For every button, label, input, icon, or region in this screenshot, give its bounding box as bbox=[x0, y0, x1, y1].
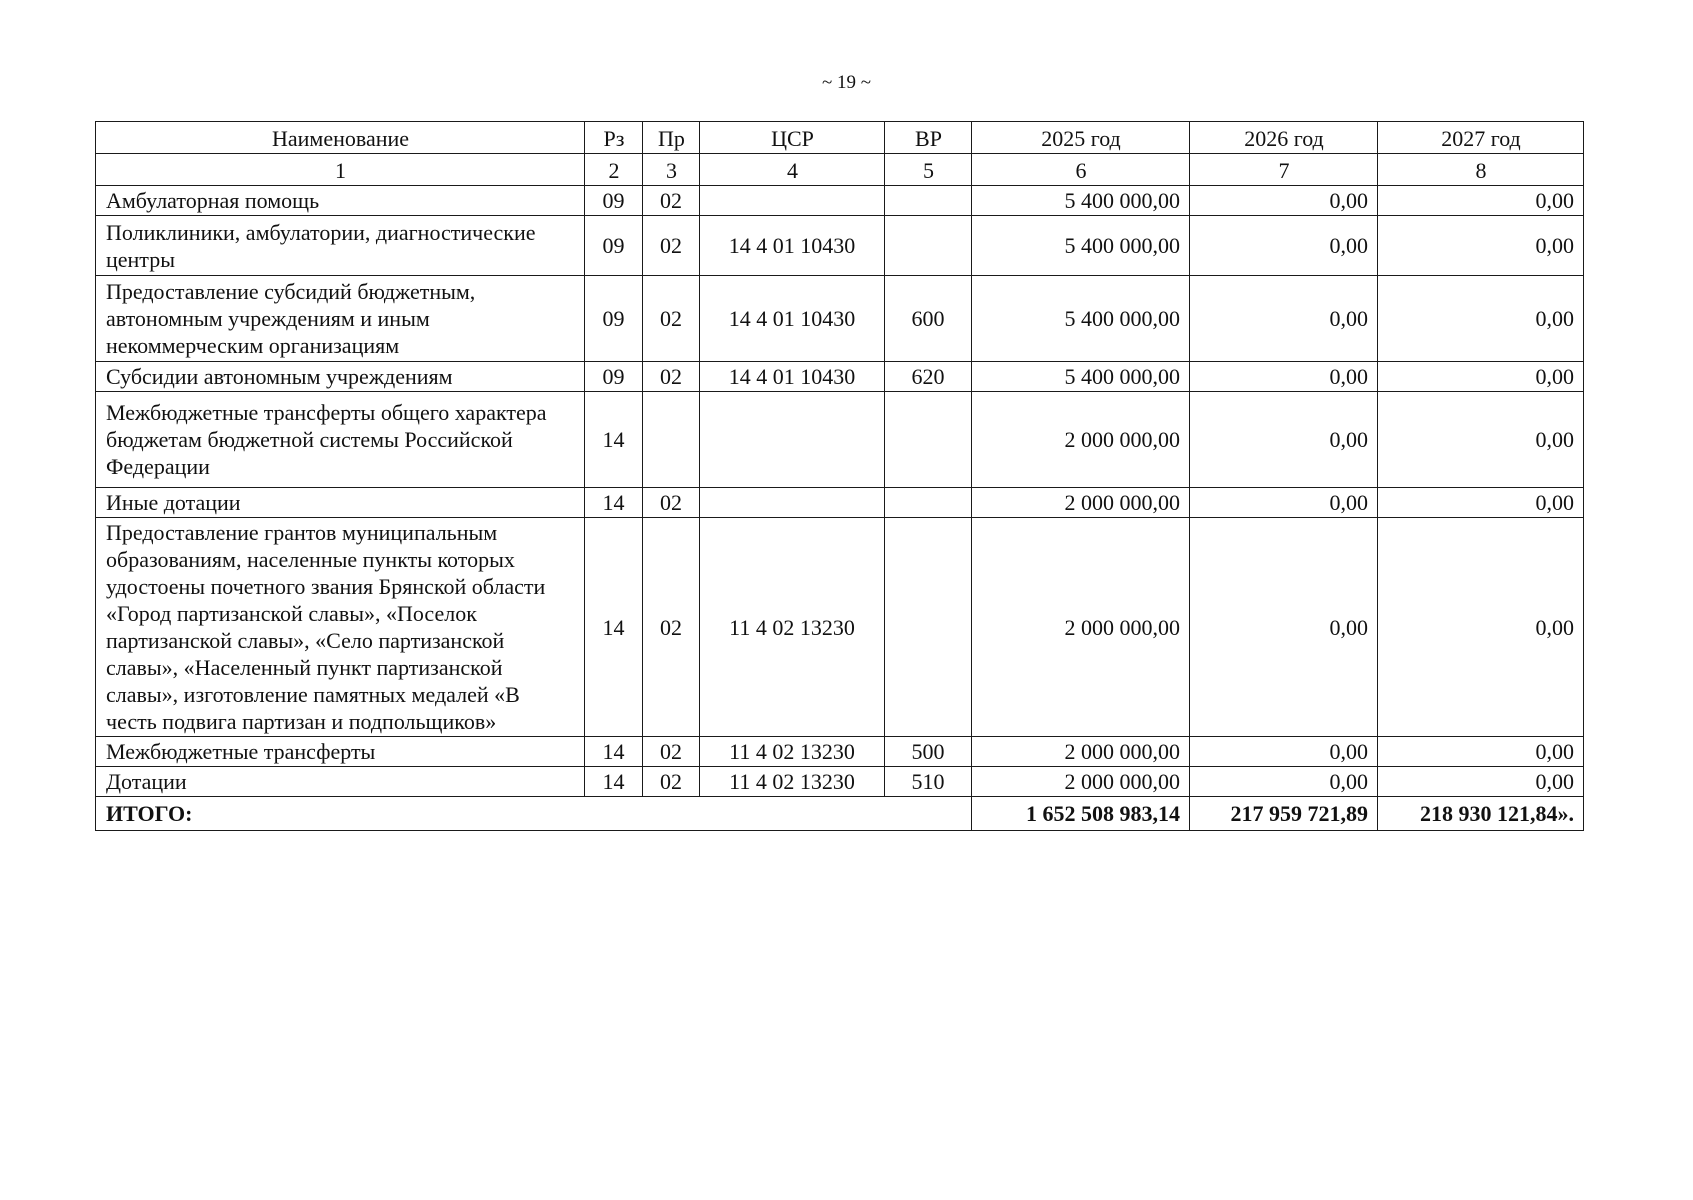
row-name: Амбулаторная помощь bbox=[96, 186, 585, 216]
table-row bbox=[96, 362, 1584, 392]
header-pr: Пр bbox=[643, 122, 700, 154]
column-number: 5 bbox=[885, 154, 972, 186]
row-csr: 14 4 01 10430 bbox=[700, 276, 885, 362]
row-vr: 510 bbox=[885, 767, 972, 797]
header-2025: 2025 год bbox=[972, 122, 1190, 154]
row-2025: 2 000 000,00 bbox=[972, 392, 1190, 488]
row-name: Иные дотации bbox=[96, 488, 585, 518]
row-2026: 0,00 bbox=[1190, 488, 1378, 518]
row-2025: 5 400 000,00 bbox=[972, 276, 1190, 362]
row-2027: 0,00 bbox=[1378, 392, 1584, 488]
row-csr: 11 4 02 13230 bbox=[700, 767, 885, 797]
row-rz: 14 bbox=[585, 392, 643, 488]
row-csr: 14 4 01 10430 bbox=[700, 216, 885, 276]
table-row bbox=[96, 276, 1584, 362]
row-vr: 500 bbox=[885, 737, 972, 767]
row-2025: 5 400 000,00 bbox=[972, 216, 1190, 276]
row-rz: 09 bbox=[585, 216, 643, 276]
row-pr: 02 bbox=[643, 488, 700, 518]
row-name: Предоставление субсидий бюджетным, автономным учреждениям и иным некоммерческим организациям bbox=[96, 276, 585, 362]
total-2025: 1 652 508 983,14 bbox=[972, 797, 1190, 831]
row-name: Предоставление грантов муниципальным образованиям, населенные пункты которых удостоены почетного звания Брянской области «Город партизанской славы», «Поселок партизанской славы», «Село партизанской славы», «Населенный пункт партизанской славы», изготовление памятных медалей «В честь подвига партизан и подпольщиков» bbox=[96, 518, 585, 737]
column-number: 6 bbox=[972, 154, 1190, 186]
table-row bbox=[96, 216, 1584, 276]
total-row bbox=[96, 797, 1584, 831]
row-2027: 0,00 bbox=[1378, 362, 1584, 392]
row-pr: 02 bbox=[643, 186, 700, 216]
row-vr bbox=[885, 488, 972, 518]
row-csr bbox=[700, 186, 885, 216]
header-row bbox=[96, 122, 1584, 154]
row-vr: 600 bbox=[885, 276, 972, 362]
header-2026: 2026 год bbox=[1190, 122, 1378, 154]
row-name: Межбюджетные трансферты bbox=[96, 737, 585, 767]
row-vr: 620 bbox=[885, 362, 972, 392]
row-name: Межбюджетные трансферты общего характера бюджетам бюджетной системы Российской Федерации bbox=[96, 392, 585, 488]
table-row bbox=[96, 392, 1584, 488]
row-csr: 14 4 01 10430 bbox=[700, 362, 885, 392]
row-2027: 0,00 bbox=[1378, 767, 1584, 797]
column-number: 2 bbox=[585, 154, 643, 186]
row-pr: 02 bbox=[643, 518, 700, 737]
row-rz: 09 bbox=[585, 276, 643, 362]
header-2027: 2027 год bbox=[1378, 122, 1584, 154]
table-row bbox=[96, 518, 1584, 737]
row-2026: 0,00 bbox=[1190, 216, 1378, 276]
row-2025: 2 000 000,00 bbox=[972, 767, 1190, 797]
row-pr: 02 bbox=[643, 737, 700, 767]
row-rz: 09 bbox=[585, 362, 643, 392]
row-2027: 0,00 bbox=[1378, 488, 1584, 518]
row-2025: 5 400 000,00 bbox=[972, 186, 1190, 216]
row-2026: 0,00 bbox=[1190, 518, 1378, 737]
row-2027: 0,00 bbox=[1378, 518, 1584, 737]
column-number: 7 bbox=[1190, 154, 1378, 186]
row-pr: 02 bbox=[643, 216, 700, 276]
row-rz: 14 bbox=[585, 518, 643, 737]
row-csr: 11 4 02 13230 bbox=[700, 518, 885, 737]
total-2027: 218 930 121,84». bbox=[1378, 797, 1584, 831]
row-2026: 0,00 bbox=[1190, 362, 1378, 392]
row-name: Поликлиники, амбулатории, диагностические центры bbox=[96, 216, 585, 276]
column-number: 1 bbox=[96, 154, 585, 186]
row-pr: 02 bbox=[643, 362, 700, 392]
row-rz: 14 bbox=[585, 488, 643, 518]
column-number: 3 bbox=[643, 154, 700, 186]
row-vr bbox=[885, 216, 972, 276]
row-pr: 02 bbox=[643, 276, 700, 362]
page-number: ~ 19 ~ bbox=[821, 72, 872, 93]
column-number-row bbox=[96, 154, 1584, 186]
header-vr: ВР bbox=[885, 122, 972, 154]
table-header bbox=[96, 122, 1584, 186]
row-csr bbox=[700, 392, 885, 488]
total-2026: 217 959 721,89 bbox=[1190, 797, 1378, 831]
row-2025: 2 000 000,00 bbox=[972, 488, 1190, 518]
row-2025: 2 000 000,00 bbox=[972, 737, 1190, 767]
row-2026: 0,00 bbox=[1190, 767, 1378, 797]
row-pr: 02 bbox=[643, 767, 700, 797]
row-2025: 5 400 000,00 bbox=[972, 362, 1190, 392]
row-2027: 0,00 bbox=[1378, 737, 1584, 767]
row-csr bbox=[700, 488, 885, 518]
row-vr bbox=[885, 186, 972, 216]
row-rz: 14 bbox=[585, 767, 643, 797]
row-2027: 0,00 bbox=[1378, 186, 1584, 216]
table-row bbox=[96, 488, 1584, 518]
row-2026: 0,00 bbox=[1190, 276, 1378, 362]
header-csr: ЦСР bbox=[700, 122, 885, 154]
row-pr bbox=[643, 392, 700, 488]
row-name: Субсидии автономным учреждениям bbox=[96, 362, 585, 392]
total-label: ИТОГО: bbox=[96, 797, 972, 831]
row-2026: 0,00 bbox=[1190, 392, 1378, 488]
table-row bbox=[96, 186, 1584, 216]
table-row bbox=[96, 767, 1584, 797]
row-vr bbox=[885, 392, 972, 488]
table-body bbox=[96, 186, 1584, 831]
row-2027: 0,00 bbox=[1378, 216, 1584, 276]
row-2026: 0,00 bbox=[1190, 186, 1378, 216]
row-2026: 0,00 bbox=[1190, 737, 1378, 767]
header-name: Наименование bbox=[96, 122, 585, 154]
row-rz: 09 bbox=[585, 186, 643, 216]
table-row bbox=[96, 737, 1584, 767]
row-name: Дотации bbox=[96, 767, 585, 797]
column-number: 8 bbox=[1378, 154, 1584, 186]
row-2027: 0,00 bbox=[1378, 276, 1584, 362]
row-rz: 14 bbox=[585, 737, 643, 767]
column-number: 4 bbox=[700, 154, 885, 186]
row-2025: 2 000 000,00 bbox=[972, 518, 1190, 737]
header-rz: Рз bbox=[585, 122, 643, 154]
row-csr: 11 4 02 13230 bbox=[700, 737, 885, 767]
row-vr bbox=[885, 518, 972, 737]
budget-table bbox=[95, 121, 1584, 831]
